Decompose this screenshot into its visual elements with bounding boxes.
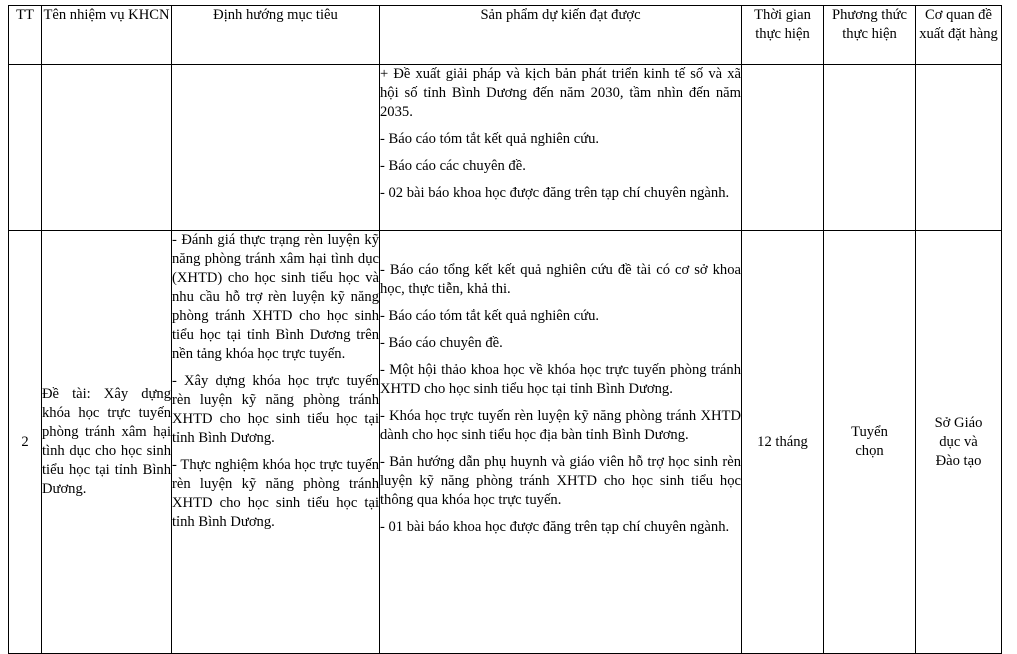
row1-method [824,65,916,231]
row2-products [380,231,742,654]
table-header-row [9,6,1002,65]
objective-item: - Đánh giá thực trạng rèn luyện kỹ năng phòng tránh xâm hại tình dục (XHTD) cho học sinh tiểu học và nhu cầu hỗ trợ rèn luyện kỹ năng phòng tránh XHTD cho học sinh tiểu học tại tỉnh Bình Dương trên nền tảng khóa học trực tuyến. [172,232,379,362]
row2-tt: 2 [9,231,42,654]
product-item: - Báo cáo tóm tắt kết quả nghiên cứu. [380,131,600,147]
row1-products [380,65,742,231]
table-row [9,231,1002,654]
header-objectives: Định hướng mục tiêu [172,6,380,65]
product-item: - Báo cáo các chuyên đề. [380,158,526,174]
product-item: - 01 bài báo khoa học được đăng trên tạp chí chuyên ngành. [380,519,730,535]
product-item: - Báo cáo chuyên đề. [380,335,503,351]
row2-method: Tuyển chọn [824,231,916,654]
header-agency: Cơ quan đề xuất đặt hàng [916,6,1002,65]
row2-duration: 12 tháng [742,231,824,654]
header-tt: TT [9,6,42,65]
row2-task-name: Đề tài: Xây dựng khóa học trực tuyến phòng tránh xâm hại tình dục cho học sinh tiểu học tại tỉnh Bình Dương. [42,231,172,654]
row1-objectives [172,65,380,231]
product-item: - Một hội thảo khoa học về khóa học trực tuyến phòng tránh XHTD cho học sinh tiểu học tại tỉnh Bình Dương. [380,362,741,397]
product-item: - Bản hướng dẫn phụ huynh và giáo viên hỗ trợ học sinh rèn luyện kỹ năng phòng tránh XHTD cho học sinh tiểu học thông qua khóa học trực tuyến. [380,454,741,508]
row1-tt [9,65,42,231]
product-item: - 02 bài báo khoa học được đăng trên tạp chí chuyên ngành. [380,185,730,201]
task-table [8,5,1002,654]
objective-item: - Thực nghiệm khóa học trực tuyến rèn luyện kỹ năng phòng tránh XHTD cho học sinh tiểu học tại tỉnh Bình Dương. [172,457,379,530]
header-method: Phương thức thực hiện [824,6,916,65]
objective-item: - Xây dựng khóa học trực tuyến rèn luyện kỹ năng phòng tránh XHTD cho học sinh tiểu học tại tỉnh Bình Dương. [172,373,379,446]
header-task-name: Tên nhiệm vụ KHCN [42,6,172,65]
row1-duration [742,65,824,231]
product-item: - Khóa học trực tuyến rèn luyện kỹ năng phòng tránh XHTD dành cho học sinh tiểu học địa bàn tỉnh Bình Dương. [380,408,741,443]
row2-objectives [172,231,380,654]
row1-agency [916,65,1002,231]
product-item: - Báo cáo tóm tắt kết quả nghiên cứu. [380,308,600,324]
product-item: + Đề xuất giải pháp và kịch bản phát triển kinh tế số và xã hội số tỉnh Bình Dương đến năm 2030, tầm nhìn đến năm 2035. [380,66,741,120]
table-row [9,65,1002,231]
header-products: Sản phẩm dự kiến đạt được [380,6,742,65]
row1-task-name [42,65,172,231]
row2-agency: Sở Giáo dục và Đào tạo [916,231,1002,654]
product-item: - Báo cáo tổng kết kết quả nghiên cứu đề tài có cơ sở khoa học, thực tiễn, khả thi. [380,262,741,297]
header-duration: Thời gian thực hiện [742,6,824,65]
